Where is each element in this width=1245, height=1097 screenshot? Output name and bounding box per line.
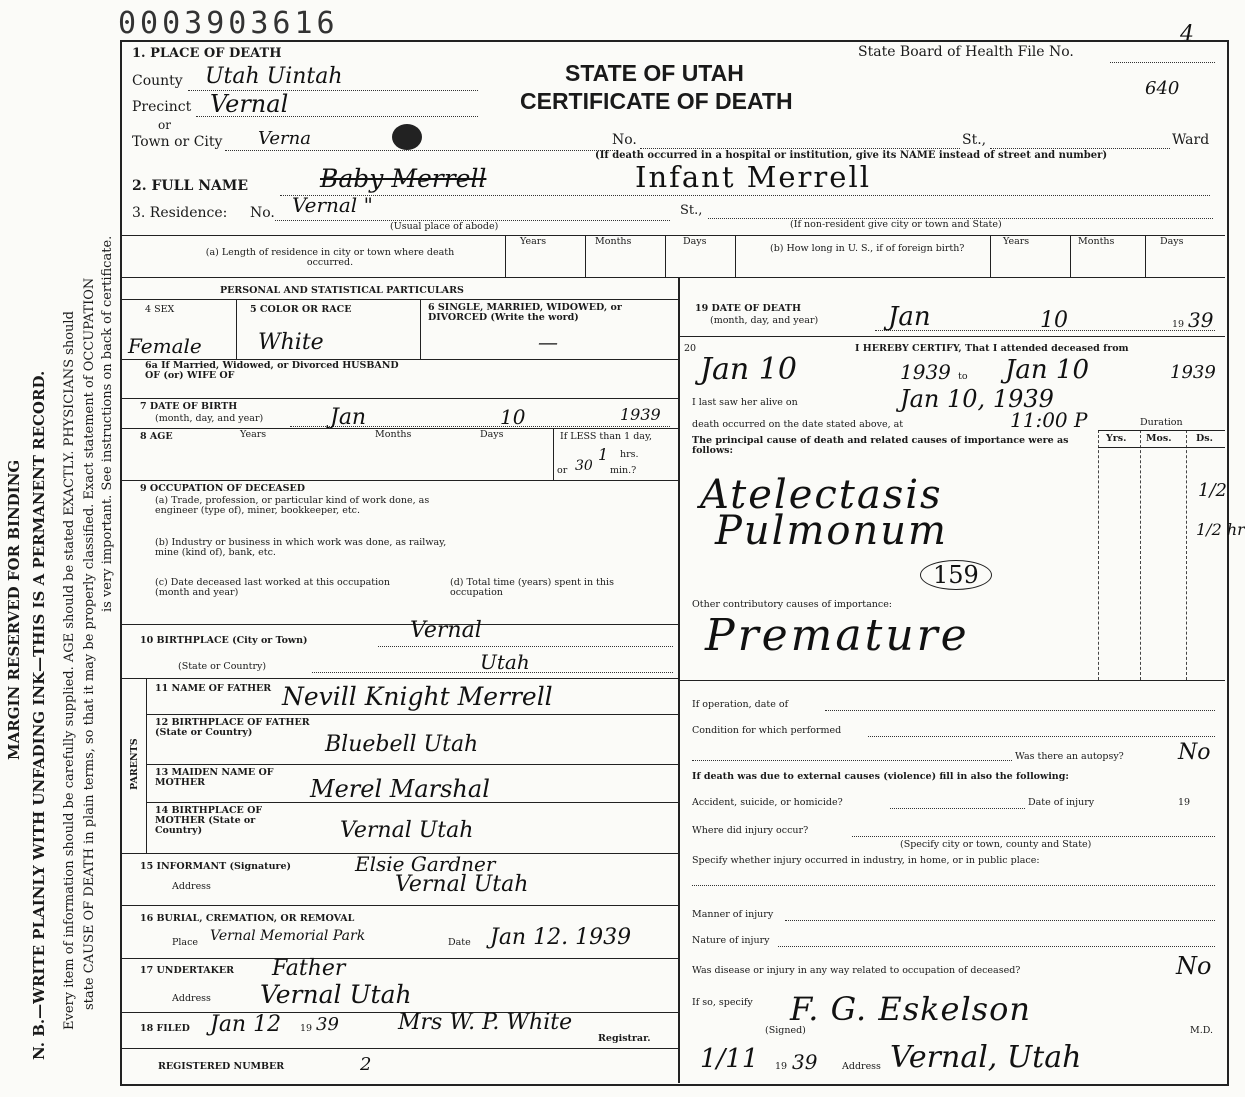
occupation-related-value: No bbox=[1176, 952, 1212, 980]
marital-value: — bbox=[538, 330, 558, 354]
death-year-printed: 19 bbox=[1172, 319, 1185, 330]
dob-month: Jan bbox=[330, 405, 367, 430]
autopsy-label: Was there an autopsy? bbox=[1015, 751, 1124, 762]
dob-label: 7 DATE OF BIRTH bbox=[140, 401, 238, 412]
operation-condition-label: Condition for which performed bbox=[692, 725, 842, 736]
town-value: Verna bbox=[258, 128, 311, 149]
undertaker-address: Vernal Utah bbox=[260, 980, 412, 1009]
time-of-death-label: death occurred on the date stated above, at bbox=[692, 419, 904, 430]
usual-abode-note: (Usual place of abode) bbox=[390, 221, 499, 232]
occupation-b-label: (b) Industry or business in which work was done, as railway, mine (kind of), bank, etc. bbox=[155, 537, 447, 558]
burial-date-label: Date bbox=[448, 937, 471, 948]
registered-number-label: REGISTERED NUMBER bbox=[158, 1061, 285, 1072]
mother-birthplace: Vernal Utah bbox=[340, 818, 474, 843]
undertaker-address-label: Address bbox=[172, 993, 211, 1004]
file-number-label: State Board of Health File No. bbox=[858, 44, 1074, 60]
attended-from: Jan 10 bbox=[700, 352, 797, 387]
precinct-label: Precinct bbox=[132, 99, 192, 115]
other-cause: Premature bbox=[705, 610, 970, 661]
age-label: 8 AGE bbox=[140, 431, 173, 442]
death-month: Jan bbox=[888, 302, 931, 332]
margin-binding-label: MARGIN RESERVED FOR BINDING bbox=[5, 459, 23, 760]
cause-2: Pulmonum bbox=[715, 508, 948, 554]
margin-notice: N. B.—WRITE PLAINLY WITH UNFADING INK—THIS IS A PERMANENT RECORD. bbox=[30, 370, 48, 1060]
no-label: No. bbox=[612, 132, 637, 148]
full-name-value: Infant Merrell bbox=[635, 160, 871, 194]
last-saw-label: I last saw her alive on bbox=[692, 397, 798, 408]
burial-label: 16 BURIAL, CREMATION, OR REMOVAL bbox=[140, 913, 355, 924]
burial-place-label: Place bbox=[172, 937, 199, 948]
death-day: 10 bbox=[1040, 308, 1068, 333]
mother-birthplace-label: 14 BIRTHPLACE OF MOTHER (State or Country) bbox=[155, 805, 263, 836]
if-so-specify-label: If so, specify bbox=[692, 997, 753, 1008]
date-of-death-sub: (month, day, and year) bbox=[710, 315, 819, 326]
mos-header: Mos. bbox=[1146, 433, 1172, 444]
occupation-d-label: (d) Total time (years) spent in this occupation bbox=[450, 577, 614, 598]
dob-year: 1939 bbox=[620, 405, 661, 424]
death-year: 39 bbox=[1188, 308, 1214, 332]
st-label: St., bbox=[962, 132, 987, 148]
registrar-label: Registrar. bbox=[598, 1033, 651, 1044]
attended-to-year: 1939 bbox=[1170, 362, 1216, 383]
cause-2-duration: 1/2 hr bbox=[1196, 520, 1245, 539]
informant-address: Vernal Utah bbox=[395, 872, 529, 897]
filed-date: Jan 12 bbox=[210, 1012, 282, 1037]
filed-year: 39 bbox=[316, 1014, 339, 1035]
residence-no-label: No. bbox=[250, 205, 275, 221]
ink-blot bbox=[392, 124, 422, 150]
burial-place: Vernal Memorial Park bbox=[210, 928, 366, 944]
us-months-header: Months bbox=[1078, 236, 1115, 247]
where-injury-label: Where did injury occur? bbox=[692, 825, 809, 836]
cause-1-duration: 1/2 bbox=[1198, 480, 1227, 501]
occupation-c-label: (c) Date deceased last worked at this occupation (month and year) bbox=[155, 577, 390, 598]
margin-instruction-1: Every item of information should be carefully supplied. AGE should be stated EXACTLY. PHYSICIANS should bbox=[62, 311, 77, 1030]
full-name-label: 2. FULL NAME bbox=[132, 178, 249, 194]
birthplace-label: 10 BIRTHPLACE (City or Town) bbox=[140, 635, 308, 646]
state-title: STATE OF UTAH bbox=[565, 60, 744, 86]
length-of-residence-label: (a) Length of residence in city or town where death occurred. bbox=[205, 247, 455, 268]
certificate-title: CERTIFICATE OF DEATH bbox=[520, 88, 793, 114]
us-years-header: Years bbox=[1003, 236, 1030, 247]
informant-value: Elsie Gardner bbox=[355, 852, 496, 876]
ds-header: Ds. bbox=[1196, 433, 1213, 444]
margin-instruction-3: is very important. See instructions on back of certificate. bbox=[100, 235, 115, 612]
cause-1: Atelectasis bbox=[700, 472, 943, 518]
place-of-death-label: 1. PLACE OF DEATH bbox=[132, 46, 282, 61]
res-months-header: Months bbox=[595, 236, 632, 247]
hospital-note: (If death occurred in a hospital or institution, give its NAME instead of street and number) bbox=[595, 150, 1108, 161]
cause-code: 159 bbox=[920, 560, 992, 590]
residence-value: Vernal " bbox=[292, 193, 373, 217]
ward-label: Ward bbox=[1172, 132, 1210, 148]
operation-date-label: If operation, date of bbox=[692, 699, 789, 710]
hours-value: 1 bbox=[598, 445, 609, 464]
min-label: min.? bbox=[610, 465, 637, 476]
signature-year-printed: 19 bbox=[775, 1061, 788, 1072]
race-value: White bbox=[258, 330, 324, 355]
age-months-header: Months bbox=[375, 429, 412, 440]
father-name-label: 11 NAME OF FATHER bbox=[155, 683, 272, 694]
to-label: to bbox=[958, 371, 968, 382]
informant-label: 15 INFORMANT (Signature) bbox=[140, 861, 292, 872]
mother-name: Merel Marshal bbox=[310, 775, 490, 803]
us-residence-label: (b) How long in U. S., if of foreign birth? bbox=[770, 243, 965, 254]
res-years-header: Years bbox=[520, 236, 547, 247]
father-birthplace: Bluebell Utah bbox=[325, 732, 479, 757]
external-causes-label: If death was due to external causes (violence) fill in also the following: bbox=[692, 771, 1069, 782]
serial-number: 0003903616 bbox=[118, 6, 339, 41]
signature-address-label: Address bbox=[842, 1061, 881, 1072]
birthplace-state: Utah bbox=[480, 650, 530, 674]
or-min-label: or bbox=[557, 465, 568, 476]
signature-date: 1/11 bbox=[700, 1044, 759, 1074]
filed-year-printed: 19 bbox=[300, 1023, 313, 1034]
time-of-death: 11:00 P bbox=[1010, 408, 1088, 432]
margin-instruction-2: state CAUSE OF DEATH in plain terms, so that it may be properly classified. Exact statement of OCCUPATION bbox=[82, 277, 97, 1010]
sex-label: 4 SEX bbox=[145, 304, 175, 315]
less-than-day-label: If LESS than 1 day, bbox=[560, 431, 653, 442]
specify-location-note: (Specify city or town, county and State) bbox=[900, 839, 1092, 850]
principal-cause-label: The principal cause of death and related causes of importance were as follows: bbox=[692, 435, 1069, 456]
md-label: M.D. bbox=[1190, 1025, 1214, 1036]
age-years-header: Years bbox=[240, 429, 267, 440]
manner-label: Manner of injury bbox=[692, 909, 774, 920]
res-days-header: Days bbox=[683, 236, 707, 247]
marital-label: 6 SINGLE, MARRIED, WIDOWED, or DIVORCED (Write the word) bbox=[428, 302, 622, 323]
signature-year: 39 bbox=[792, 1050, 818, 1074]
mother-name-label: 13 MAIDEN NAME OF MOTHER bbox=[155, 767, 274, 788]
undertaker-label: 17 UNDERTAKER bbox=[140, 965, 235, 976]
nature-label: Nature of injury bbox=[692, 935, 770, 946]
us-days-header: Days bbox=[1160, 236, 1184, 247]
race-label: 5 COLOR OR RACE bbox=[250, 304, 352, 315]
age-days-header: Days bbox=[480, 429, 504, 440]
town-label: Town or City bbox=[132, 134, 223, 150]
residence-label: 3. Residence: bbox=[132, 205, 228, 221]
occupation-related-label: Was disease or injury in any way related to occupation of deceased? bbox=[692, 965, 1021, 976]
occupation-label: 9 OCCUPATION OF DECEASED bbox=[140, 483, 306, 494]
full-name-crossed: Baby Merrell bbox=[320, 164, 487, 193]
dob-day: 10 bbox=[500, 405, 526, 429]
file-number: 640 bbox=[1145, 78, 1180, 99]
item-20-label: 20 bbox=[684, 343, 697, 354]
precinct-value: Vernal bbox=[210, 90, 289, 118]
physician-signature: F. G. Eskelson bbox=[790, 990, 1031, 1028]
attended-from-year: 1939 bbox=[900, 360, 951, 384]
other-causes-label: Other contributory causes of importance: bbox=[692, 599, 893, 610]
last-saw-value: Jan 10, 1939 bbox=[900, 385, 1054, 413]
non-resident-note: (If non-resident give city or town and State) bbox=[790, 219, 1002, 230]
father-birthplace-label: 12 BIRTHPLACE OF FATHER (State or Country) bbox=[155, 717, 310, 738]
hrs-label: hrs. bbox=[620, 449, 639, 460]
certify-text: I HEREBY CERTIFY, That I attended deceased from bbox=[855, 343, 1129, 354]
spouse-label: 6a If Married, Widowed, or Divorced HUSBAND OF (or) WIFE OF bbox=[145, 360, 399, 381]
father-name: Nevill Knight Merrell bbox=[282, 682, 553, 711]
top-right-mark: 4 bbox=[1180, 22, 1194, 47]
burial-date: Jan 12. 1939 bbox=[490, 925, 632, 950]
parents-side-label: PARENTS bbox=[129, 738, 140, 790]
autopsy-value: No bbox=[1178, 740, 1211, 765]
birthplace-city: Vernal bbox=[410, 618, 482, 643]
attended-to: Jan 10 bbox=[1005, 355, 1090, 385]
accident-label: Accident, suicide, or homicide? bbox=[692, 797, 843, 808]
county-value: Utah Uintah bbox=[205, 64, 343, 89]
informant-address-label: Address bbox=[172, 881, 211, 892]
sex-value: Female bbox=[128, 334, 202, 358]
industry-label: Specify whether injury occurred in industry, in home, or in public place: bbox=[692, 855, 1040, 866]
undertaker-value: Father bbox=[272, 956, 346, 981]
county-label: County bbox=[132, 73, 183, 89]
date-of-death-label: 19 DATE OF DEATH bbox=[695, 303, 801, 314]
residence-st-label: St., bbox=[680, 203, 703, 218]
occupation-a-label: (a) Trade, profession, or particular kind of work done, as engineer (type of), miner, bookkeeper, etc. bbox=[155, 495, 430, 516]
personal-particulars-heading: PERSONAL AND STATISTICAL PARTICULARS bbox=[220, 285, 464, 296]
yrs-header: Yrs. bbox=[1106, 433, 1127, 444]
injury-year-printed: 19 bbox=[1178, 797, 1191, 808]
signed-label: (Signed) bbox=[765, 1025, 806, 1036]
filed-label: 18 FILED bbox=[140, 1023, 190, 1034]
minutes-value: 30 bbox=[575, 458, 593, 474]
signature-address: Vernal, Utah bbox=[890, 1040, 1082, 1075]
or-label: or bbox=[158, 118, 171, 132]
dob-sub-label: (month, day, and year) bbox=[155, 413, 264, 424]
registered-number: 2 bbox=[360, 1054, 372, 1075]
duration-label: Duration bbox=[1140, 417, 1183, 428]
registrar-signature: Mrs W. P. White bbox=[398, 1010, 573, 1035]
injury-date-label: Date of injury bbox=[1028, 797, 1095, 808]
birthplace-state-label: (State or Country) bbox=[178, 661, 267, 672]
